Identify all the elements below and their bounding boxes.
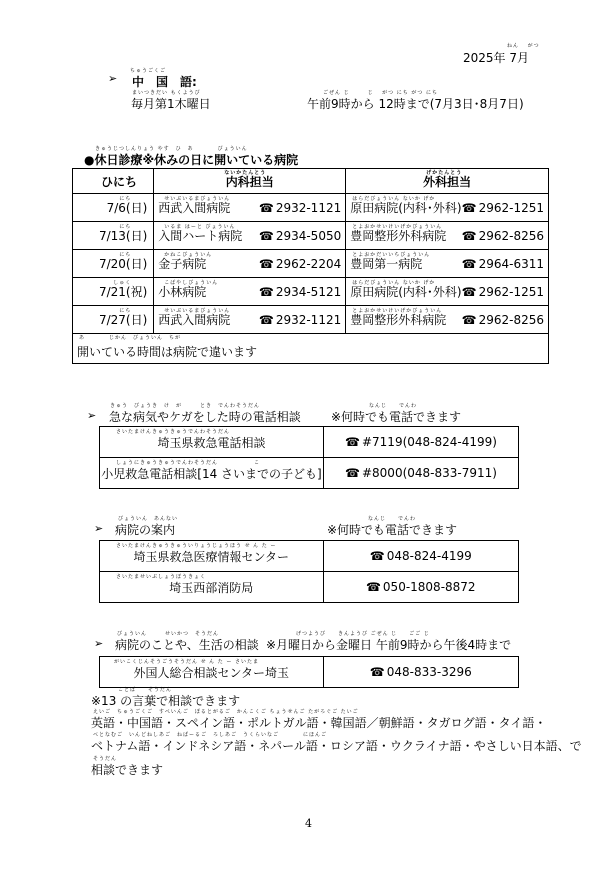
surgery-hospital: 豊岡第一病院 [350,257,423,271]
surgery-hospital: 豊岡整形外科病院 [350,229,447,243]
chinese-day: 毎月第1木曜日 [131,97,211,111]
guide-note-ruby: なんじ でんわ [368,516,417,522]
row-date: 7/13(日) [98,229,148,243]
table-row [100,541,519,572]
guide-title: 病院の案内 [115,523,176,537]
langs-line2: ベトナム語・インドネシア語・ネパール語・ロシア語・ウクライナ語・やさしい日本語、で [91,739,582,753]
holiday-table [72,168,549,364]
phone-icon-tel: ☎ 050-1808-8872 [366,580,476,594]
internal-ruby: こばやしびょういん [164,280,219,286]
phone-icon-tel: ☎ #7119(048-824-4199) [345,435,497,449]
phone-icon-tel: ☎ 2932-1121 [259,313,341,327]
phone-icon-tel: ☎ 2932-1121 [259,201,341,215]
phone-icon-tel: ☎ 2934-5050 [259,229,341,243]
phone-icon-tel: ☎ 048-833-3296 [370,665,472,679]
service-name: 埼玉県救急医療情報センター [133,549,290,564]
col-internal: 内科担当 [225,174,274,189]
langs-line3: 相談できます [91,763,164,777]
phone-icon-tel: ☎ 2934-5121 [259,285,341,299]
table-row [73,222,549,250]
internal-ruby: せいぶいるまびょういん [164,196,231,202]
row-date: 7/27(日) [98,313,148,327]
langs-line1: 英語・中国語・スペイン語・ポルトガル語・韓国語／朝鮮語・タガログ語・タイ語・ [91,716,547,730]
surgery-ruby: はらだびょういん ないか げか [352,196,436,202]
date-ruby: にち [119,224,132,230]
life-title: 病院のことや、生活の相談 [115,638,259,652]
note-ruby: あ じかん びょういん ちが [79,335,182,341]
internal-hospital: 小林病院 [158,285,207,299]
service-ruby: しょうにきゅうきゅうでんわそうだん こ [116,460,261,466]
internal-hospital: 西武入間病院 [158,313,231,327]
phone-icon-tel: ☎ 2962-8256 [462,313,544,327]
service-name: 小児救急電話相談[14 さいまでの子ども] [101,466,322,481]
surgery-hospital: 原田病院(内科･外科) [350,285,462,299]
table-row [100,572,519,603]
guide-note: ※何時でも電話できます [327,523,458,537]
surgery-hospital: 原田病院(内科･外科) [350,201,462,215]
phone-icon-tel: ☎ 048-824-4199 [370,549,472,563]
guide-title-ruby: びょういん あんない [118,516,179,522]
row-date: 7/6(日) [106,201,148,215]
emergency-title-ruby: きゅう びょうき け が とき でんわそうだん [110,403,261,409]
langs-line2-ruby: べとなむご いんどねしあご ねぱーるご ろしあご うくらいなご にほんご [93,732,328,738]
table-row [73,278,549,306]
chinese-title-ruby: ちゅうごくご [130,68,167,74]
phone-icon-tel: ☎ 2964-6311 [462,257,544,271]
service-ruby: さいたませいぶしょうぼうきょく [116,574,207,580]
emergency-note: ※何時でも電話できます [331,410,462,424]
arrow-icon: ➢ [87,409,97,422]
life-note-ruby: げつようび きんようび ごぜん じ ごご じ [296,631,430,637]
arrow-icon: ➢ [108,72,118,85]
holiday-heading: ●休日診療※休みの日に開いている病院 [84,153,299,167]
phone-icon-tel: ☎ 2962-1251 [462,285,544,299]
surgery-ruby: はらだびょういん ないか げか [352,280,436,286]
table-row [100,427,519,458]
service-name: 埼玉県救急電話相談 [157,435,266,450]
row-date: 7/20(日) [98,257,148,271]
surgery-ruby: とよおかせいけいげかびょういん [352,308,443,314]
langs-line1-ruby: えいご ちゅうごくご すぺいんご ぽるとがるご かんこくご ちょうせんご たがろぐご たいご [93,709,359,715]
chinese-day-ruby: まいつきだい もくようび [132,90,201,96]
col-date: ひにち [73,169,154,194]
internal-hospital: 金子病院 [158,257,207,271]
table-row [100,458,519,489]
emergency-note-ruby: なんじ でんわ [369,403,418,409]
col-internal-ruby: ないかたんとう [224,170,267,176]
internal-hospital: 西武入間病院 [158,201,231,215]
arrow-icon: ➢ [94,637,104,650]
table-header-row [73,169,549,194]
chinese-title: 中 国 語: [132,75,197,89]
life-row-name: 外国人総合相談センター埼玉 [133,665,290,680]
chinese-time: 午前9時から 12時まで(7月3日･8月7日) [307,97,524,111]
life-row-ruby: がいこくじんそうごうそうだん せ ん た ー さいたま [114,659,259,665]
internal-ruby: いるま はーと びょういん [164,224,236,230]
note-row [73,334,549,364]
row-date: 7/21(祝) [98,285,148,299]
service-ruby: さいたまけんきゅうきゅうでんわそうだん [116,429,231,435]
life-title-ruby: びょういん せいかつ そうだん [117,631,220,637]
langs-intro-ruby: ことば そうだん [118,687,173,693]
date-ruby: にち [119,308,132,314]
internal-ruby: かねこびょういん [164,252,213,258]
holiday-heading-ruby: きゅうじつしんりょう やす ひ あ びょういん [95,146,248,152]
phone-icon-tel: ☎ #8000(048-833-7911) [345,466,497,480]
table-row [73,194,549,222]
surgery-ruby: とよおかだいいちびょういん [352,252,431,258]
surgery-ruby: とよおかせいけいげかびょういん [352,224,443,230]
page-number: 4 [305,817,312,830]
service-name: 埼玉西部消防局 [169,580,254,595]
chinese-time-ruby: ごぜん じ じ がつ にち がつ にち [323,90,438,96]
table-row [73,306,549,334]
date-ruby: にち [119,252,132,258]
emergency-table [99,426,519,489]
internal-hospital: 入間ハート病院 [158,229,243,243]
service-ruby: さいたまけんきゅうきゅういりょうじょうほう せ ん た ー [116,543,277,549]
page-date: 2025年 7月 [463,51,529,65]
langs-intro: ※13 の言葉で相談できます [91,694,241,708]
phone-icon-tel: ☎ 2962-8256 [462,229,544,243]
table-row [100,657,519,688]
table-row [73,250,549,278]
arrow-icon: ➢ [94,522,104,535]
internal-ruby: せいぶいるまびょういん [164,308,231,314]
date-ruby: にち [119,196,132,202]
col-surgery-ruby: げかたんとう [426,170,463,176]
date-ruby: しゅく [113,280,132,286]
surgery-hospital: 豊岡整形外科病院 [350,313,447,327]
life-table [99,656,519,688]
life-note: ※月曜日から金曜日 午前9時から午後4時まで [266,638,512,652]
emergency-title: 急な病気やケガをした時の電話相談 [109,410,301,424]
langs-line3-ruby: そうだん [93,756,118,762]
phone-icon-tel: ☎ 2962-2204 [259,257,341,271]
date-ruby: ねん がつ [507,43,540,49]
phone-icon-tel: ☎ 2962-1251 [462,201,544,215]
guide-table [99,540,519,603]
holiday-note: 開いている時間は病院で違います [77,345,258,359]
col-surgery: 外科担当 [423,174,472,189]
